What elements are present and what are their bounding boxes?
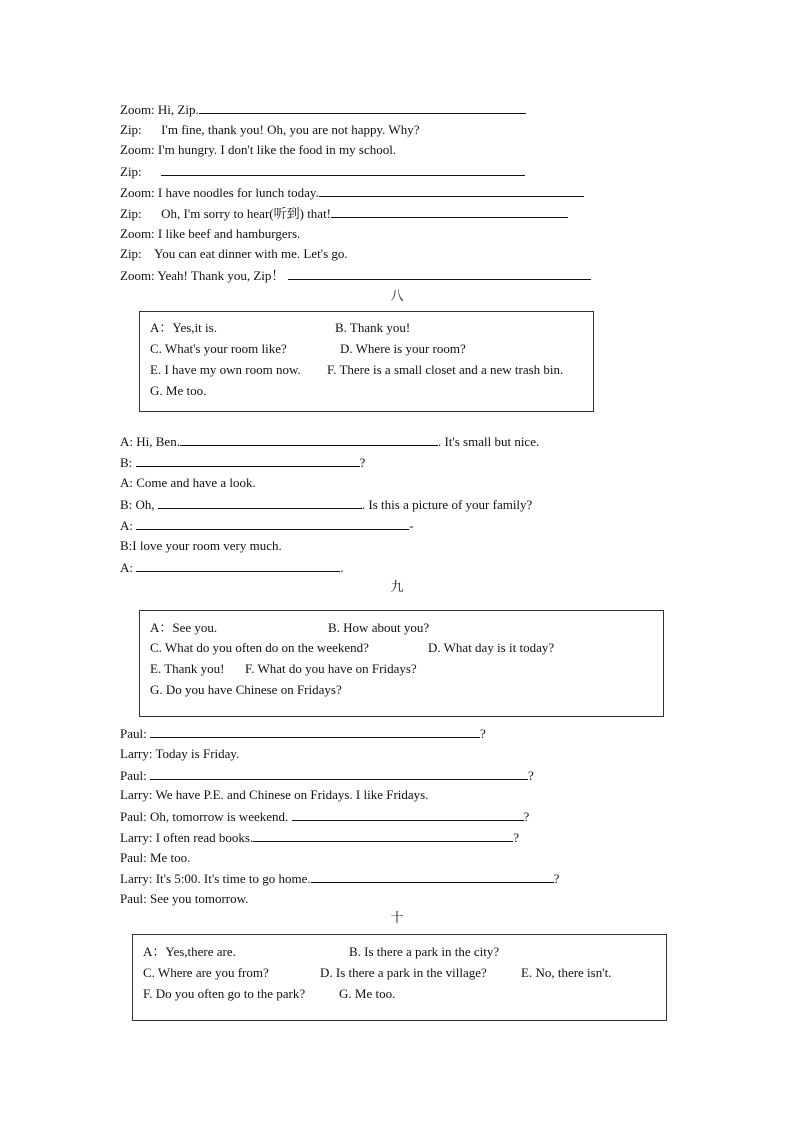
option-f: F. Do you often go to the park?	[143, 986, 306, 1001]
option-c: C. Where are you from?	[143, 965, 269, 980]
answer-blank[interactable]	[331, 205, 568, 218]
dialogue-line: B: ?	[120, 455, 366, 470]
answer-blank[interactable]	[292, 808, 524, 821]
dialogue-line: A: .	[120, 560, 344, 575]
option-d: D. What day is it today?	[428, 640, 555, 655]
option-e: E. Thank you!	[150, 661, 225, 676]
answer-blank[interactable]	[150, 725, 480, 738]
option-b: B. Thank you!	[335, 320, 411, 335]
dialogue-line: Paul: Me too.	[120, 850, 191, 865]
section-heading-10: 十	[390, 910, 404, 925]
option-g: G. Me too.	[150, 383, 207, 398]
answer-blank[interactable]	[199, 101, 526, 114]
dialogue-line: Zoom: Yeah! Thank you, Zip！	[120, 267, 591, 283]
answer-blank[interactable]	[136, 517, 409, 530]
dialogue-line: Paul: See you tomorrow.	[120, 891, 249, 906]
dialogue-line: Zip: You can eat dinner with me. Let's go.	[120, 246, 348, 261]
dialogue-line: Paul: ?	[120, 726, 486, 741]
dialogue-line: Zoom: I have noodles for lunch today.	[120, 184, 584, 200]
option-a: A：Yes,there are.	[143, 944, 236, 959]
dialogue-line: Zip: Oh, I'm sorry to hear(听到) that!	[120, 205, 568, 221]
dialogue-line: Paul: Oh, tomorrow is weekend. ?	[120, 809, 530, 824]
dialogue-line: B:I love your room very much.	[120, 538, 282, 553]
option-f: F. There is a small closet and a new trash bin.	[327, 362, 564, 377]
option-d: D. Where is your room?	[340, 341, 466, 356]
dialogue-line: A: -	[120, 518, 414, 533]
dialogue-line: A: Hi, Ben. . It's small but nice.	[120, 434, 540, 449]
answer-blank[interactable]	[136, 559, 340, 572]
answer-blank[interactable]	[319, 184, 584, 197]
answer-blank[interactable]	[161, 163, 525, 176]
dialogue-line: Paul: ?	[120, 768, 534, 783]
answer-blank[interactable]	[180, 433, 438, 446]
dialogue-line: Zoom: I'm hungry. I don't like the food in my school.	[120, 142, 397, 157]
options-box-9	[139, 610, 664, 717]
dialogue-line: Zoom: Hi, Zip.	[120, 101, 526, 117]
option-g: G. Do you have Chinese on Fridays?	[150, 682, 342, 697]
answer-blank[interactable]	[311, 870, 554, 883]
answer-blank[interactable]	[288, 267, 591, 280]
dialogue-line: Larry: It's 5:00. It's time to go home. ?	[120, 871, 560, 886]
option-f: F. What do you have on Fridays?	[245, 661, 417, 676]
dialogue-line: A: Come and have a look.	[120, 475, 256, 490]
options-box-10	[132, 934, 667, 1021]
section-heading-9: 九	[390, 579, 404, 594]
option-a: A：Yes,it is.	[150, 320, 217, 335]
answer-blank[interactable]	[150, 767, 528, 780]
dialogue-line: B: Oh, . Is this a picture of your family?	[120, 497, 533, 512]
dialogue-line: Zip:	[120, 163, 525, 179]
option-a: A：See you.	[150, 620, 218, 635]
option-g: G. Me too.	[339, 986, 396, 1001]
option-b: B. How about you?	[328, 620, 430, 635]
dialogue-line: Zoom: I like beef and hamburgers.	[120, 226, 301, 241]
dialogue-line: Larry: We have P.E. and Chinese on Fridays. I like Fridays.	[120, 787, 429, 802]
dialogue-line: Larry: Today is Friday.	[120, 746, 240, 761]
answer-blank[interactable]	[136, 454, 360, 467]
option-c: C. What's your room like?	[150, 341, 287, 356]
option-d: D. Is there a park in the village?	[320, 965, 487, 980]
section-heading-8: 八	[390, 288, 404, 303]
option-b: B. Is there a park in the city?	[349, 944, 500, 959]
option-e: E. I have my own room now.	[150, 362, 301, 377]
dialogue-line: Zip: I'm fine, thank you! Oh, you are not happy. Why?	[120, 122, 420, 137]
option-e: E. No, there isn't.	[521, 965, 612, 980]
answer-blank[interactable]	[253, 829, 513, 842]
dialogue-line: Larry: I often read books. ?	[120, 830, 519, 845]
answer-blank[interactable]	[158, 496, 362, 509]
option-c: C. What do you often do on the weekend?	[150, 640, 369, 655]
options-box-8	[139, 311, 594, 412]
